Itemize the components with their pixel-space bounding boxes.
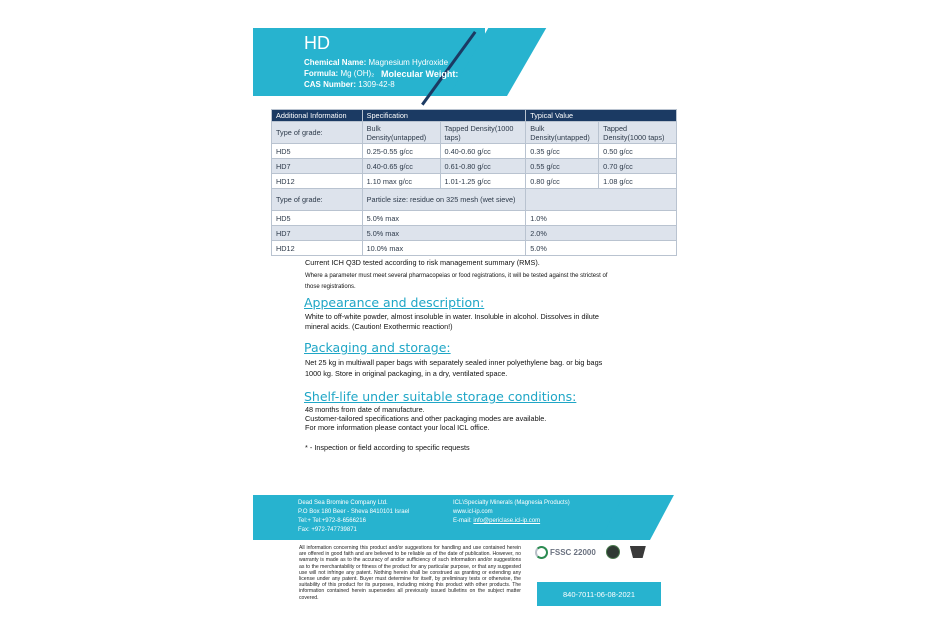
chemical-name-label: Chemical Name: — [304, 58, 367, 67]
pharmacopeia-note-line2: those registrations. — [305, 284, 356, 290]
table-cell: 5.0% max — [362, 211, 526, 226]
certification-seal-icon — [606, 545, 620, 559]
formula-label: Formula: — [304, 69, 339, 78]
header-specification: Specification — [362, 110, 526, 122]
ich-note: Current ICH Q3D tested according to risk management summary (RMS). — [305, 258, 540, 267]
packaging-text-line1: Net 25 kg in multiwall paper bags with separately sealed inner polyethylene bag. or big bags — [305, 358, 603, 367]
table-cell: 0.80 g/cc — [526, 174, 599, 189]
shelf-life-heading: Shelf-life under suitable storage conditions: — [304, 389, 577, 404]
shelf-life-text-line2: Customer-tailored specifications and other packaging modes are available. — [305, 414, 547, 423]
table-row — [272, 211, 677, 226]
table-header-row — [272, 110, 677, 122]
email-label: E-mail: — [453, 518, 472, 524]
cas-value: 1309-42-8 — [358, 80, 395, 89]
table-cell: 0.70 g/cc — [599, 159, 677, 174]
division-contact-block — [453, 499, 570, 526]
table-row — [272, 189, 677, 211]
table-cell: Particle size: residue on 325 mesh (wet sieve) — [362, 189, 526, 211]
shelf-life-text-line1: 48 months from date of manufacture. — [305, 405, 425, 414]
table-cell: HD12 — [272, 174, 363, 189]
table-cell: 0.61-0.80 g/cc — [440, 159, 526, 174]
company-address: P.O Box 180 Beer - Sheva 8410101 Israel — [298, 509, 410, 515]
company-name: Dead Sea Bromine Company Ltd. — [298, 500, 388, 506]
company-contact-block — [298, 499, 409, 535]
table-cell: 1.0% — [526, 211, 677, 226]
table-row — [272, 226, 677, 241]
website-link[interactable]: www.icl-ip.com — [453, 509, 493, 515]
table-cell: 5.0% max — [362, 226, 526, 241]
table-row — [272, 122, 677, 144]
packaging-heading: Packaging and storage: — [304, 340, 451, 355]
division-name: ICL\Specialty Minerals (Magnesia Products) — [453, 500, 570, 506]
chemical-name-row — [304, 58, 448, 67]
appearance-heading: Appearance and description: — [304, 295, 485, 310]
table-cell: Type of grade: — [272, 189, 363, 211]
table-cell: Bulk Density(untapped) — [526, 122, 599, 144]
shelf-life-text-line3: For more information please contact your local ICL office. — [305, 423, 490, 432]
table-cell: 10.0% max — [362, 241, 526, 256]
table-cell: 0.40-0.60 g/cc — [440, 144, 526, 159]
email-link[interactable]: info@periclase.icl-ip.com — [473, 518, 541, 524]
table-cell: HD7 — [272, 159, 363, 174]
table-cell: Bulk Density(untapped) — [362, 122, 440, 144]
table-cell: 5.0% — [526, 241, 677, 256]
certification-badge-icon — [630, 546, 646, 558]
cas-row — [304, 80, 395, 89]
table-cell: 2.0% — [526, 226, 677, 241]
appearance-text-line2: mineral acids. (Caution! Exothermic reaction!) — [305, 322, 453, 331]
table-cell: 0.35 g/cc — [526, 144, 599, 159]
table-cell: Tapped Density(1000 taps) — [599, 122, 677, 144]
table-cell: Type of grade: — [272, 122, 363, 144]
table-cell: Tapped Density(1000 taps) — [440, 122, 526, 144]
table-cell: 0.50 g/cc — [599, 144, 677, 159]
table-row — [272, 174, 677, 189]
formula-value: Mg (OH)₂ — [340, 69, 375, 78]
certification-logos — [535, 545, 646, 559]
table-row — [272, 241, 677, 256]
table-cell — [526, 189, 677, 211]
table-row — [272, 144, 677, 159]
fssc-label: FSSC 22000 — [550, 547, 596, 557]
table-row — [272, 159, 677, 174]
product-title: HD — [304, 33, 330, 53]
legal-disclaimer: All information concerning this product and/or suggestions for handling and use contained herein are offered in good faith and are believed to be reliable as of the date of publication. However, no warranty is made as to the accuracy of and/or sufficiency of such information and/or suggestions as to the merchantability or fitness of the product for any particular purpose, or that any suggested use will not infringe any patent. Nothing herein shall be construed as granting or extending any license under any patent. Buyer must determine for itself, by preliminary tests or otherwise, the suitability of this product for its purposes, including mixing this product with other products. The information contained herein supersedes all previously issued bulletins on the subject matter covered. — [299, 545, 521, 601]
formula-row — [304, 69, 374, 78]
table-cell: HD5 — [272, 211, 363, 226]
table-cell: HD7 — [272, 226, 363, 241]
fssc-ring-icon — [535, 546, 548, 559]
header-additional-info: Additional Information — [272, 110, 363, 122]
table-cell: 0.40-0.65 g/cc — [362, 159, 440, 174]
company-fax: Fax: +972-747739871 — [298, 527, 357, 533]
company-phone: Tel:+ Tel:+972-8-6566216 — [298, 518, 366, 524]
packaging-text-line2: 1000 kg. Store in original packaging, in a dry, ventilated space. — [305, 369, 508, 378]
fssc-logo — [535, 546, 596, 559]
document-number: 840-7011-06-08-2021 — [537, 582, 661, 606]
table-cell: 0.25-0.55 g/cc — [362, 144, 440, 159]
specification-table — [271, 109, 677, 256]
table-cell: HD5 — [272, 144, 363, 159]
email-row — [453, 517, 570, 526]
table-cell: 1.08 g/cc — [599, 174, 677, 189]
chemical-name-value: Magnesium Hydroxide — [368, 58, 449, 67]
pharmacopeia-note-line1: Where a parameter must meet several pharmacopeias or food registrations, it will be tested against the strictest of — [305, 273, 608, 279]
table-cell: 1.10 max g/cc — [362, 174, 440, 189]
cas-label: CAS Number: — [304, 80, 357, 89]
table-cell: 1.01-1.25 g/cc — [440, 174, 526, 189]
appearance-text-line1: White to off-white powder, almost insoluble in water. Insoluble in alcohol. Dissolves in dilute — [305, 312, 599, 321]
molecular-weight-label: Molecular Weight: — [381, 69, 459, 79]
table-cell: HD12 — [272, 241, 363, 256]
table-cell: 0.55 g/cc — [526, 159, 599, 174]
footnote: * - Inspection or field according to specific requests — [305, 443, 470, 452]
header-typical-value: Typical Value — [526, 110, 677, 122]
